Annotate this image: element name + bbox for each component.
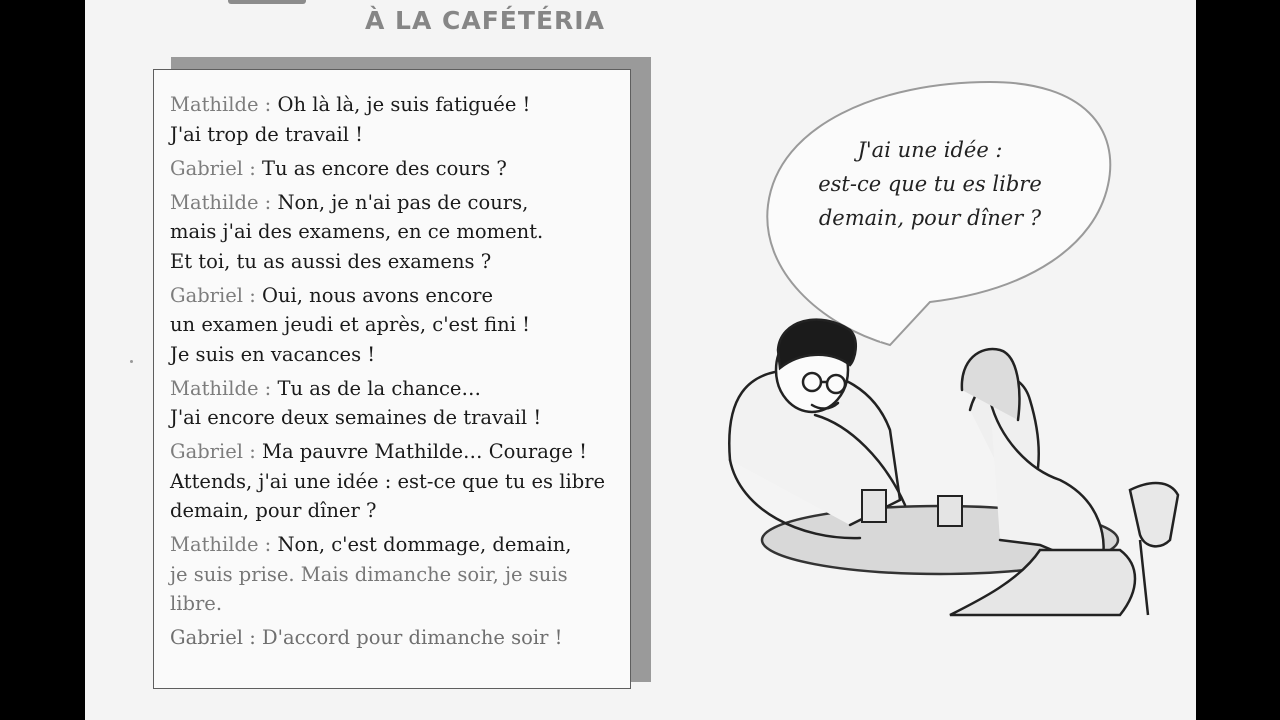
dialogue-line: Et toi, tu as aussi des examens ?: [170, 249, 492, 273]
cup-icon: [938, 496, 962, 526]
dialogue-line: J'ai trop de travail !: [170, 122, 363, 146]
dialogue-line: je suis prise. Mais dimanche soir, je suis: [170, 562, 568, 586]
dialogue-line: Ma pauvre Mathilde… Courage !: [262, 440, 587, 463]
chair-icon: [1130, 483, 1178, 615]
dialogue-entry: [170, 90, 630, 149]
speaker-name: Gabriel :: [170, 626, 256, 649]
page-title: À LA CAFÉTÉRIA: [365, 6, 605, 35]
speech-bubble-line: demain, pour dîner ?: [818, 206, 1042, 230]
speaker-name: Gabriel :: [170, 156, 256, 180]
dialogue-line: Attends, j'ai une idée : est-ce que tu es libre: [170, 469, 606, 493]
dialogue-line: Tu as encore des cours ?: [262, 156, 507, 180]
speaker-name: Mathilde :: [170, 190, 272, 214]
dialogue-line: Oh là là, je suis fatiguée !: [277, 93, 531, 116]
speaker-name: Gabriel :: [170, 440, 256, 463]
dialogue-entry: [170, 154, 630, 184]
dialogue-entry: [170, 281, 630, 370]
header-decoration: [228, 0, 306, 4]
dialogue-entry: [170, 188, 630, 277]
dialogue-entry: [170, 437, 630, 526]
dialogue-line: Non, c'est dommage, demain,: [277, 533, 572, 556]
dialogue-line: Non, je n'ai pas de cours,: [277, 190, 529, 214]
speech-bubble-line: est-ce que tu es libre: [818, 172, 1042, 196]
dialogue-line: D'accord pour dimanche soir !: [262, 626, 563, 649]
dialogue-line: Je suis en vacances !: [170, 342, 376, 366]
margin-dot: [130, 360, 133, 363]
speaker-name: Mathilde :: [170, 533, 272, 556]
dialogue-entry: [170, 623, 630, 653]
dialogue-entry: [170, 374, 630, 433]
speaker-name: Mathilde :: [170, 93, 272, 116]
dialogue-line: Oui, nous avons encore: [262, 283, 494, 307]
dialogue-entry: [170, 530, 630, 619]
dialogue-line: mais j'ai des examens, en ce moment.: [170, 220, 544, 243]
woman-figure-icon: [950, 349, 1135, 615]
cup-icon: [862, 490, 886, 522]
dialogue-line: J'ai encore deux semaines de travail !: [170, 406, 542, 429]
dialogue-list: [170, 90, 630, 657]
dialogue-line: demain, pour dîner ?: [170, 499, 377, 522]
speech-bubble-line: J'ai une idée :: [857, 138, 1003, 162]
dialogue-line: un examen jeudi et après, c'est fini !: [170, 313, 530, 336]
speech-bubble-text: [790, 133, 1070, 235]
dialogue-line: libre.: [170, 592, 223, 615]
speaker-name: Gabriel :: [170, 283, 256, 307]
dialogue-line: Tu as de la chance…: [277, 376, 481, 400]
speaker-name: Mathilde :: [170, 376, 272, 400]
